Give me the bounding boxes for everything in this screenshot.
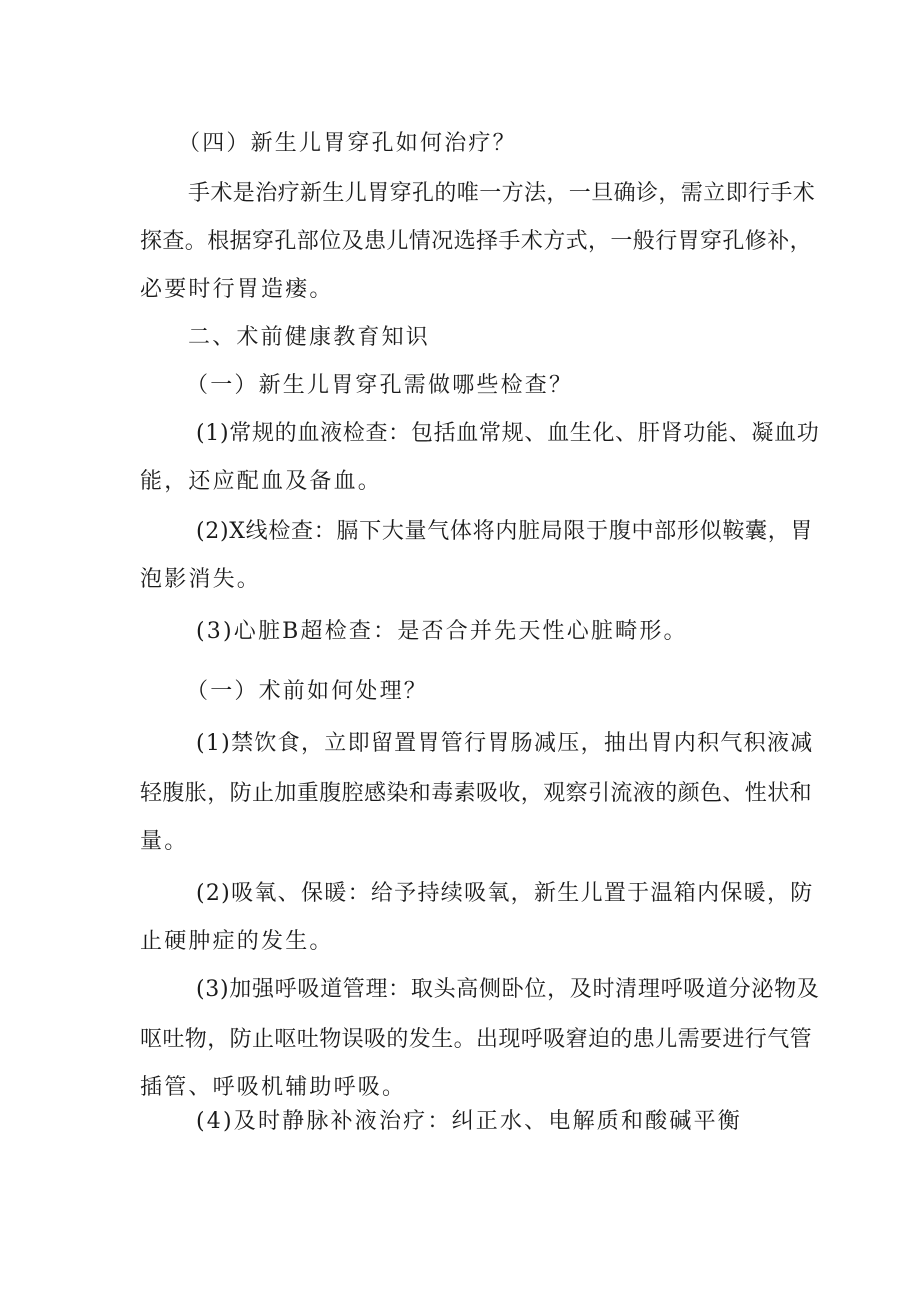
subheading-exams: （一）新生儿胃穿孔需做哪些检查？ [186, 373, 574, 398]
paragraph-line: (4)及时静脉补液治疗：纠正水、电解质和酸碱平衡 [196, 1109, 742, 1134]
paragraph-line: 手术是治疗新生儿胃穿孔的唯一方法，一旦确诊，需立即行手术 [188, 181, 816, 206]
section-heading: 二、术前健康教育知识 [188, 325, 431, 350]
paragraph-line: 必要时行胃造瘘。 [140, 277, 334, 302]
paragraph-line: 量。 [140, 829, 189, 854]
subheading-preop-handling: （一）术前如何处理？ [186, 679, 429, 704]
heading-how-to-treat: （四）新生儿胃穿孔如何治疗？ [178, 131, 517, 156]
paragraph-line: 呕吐物，防止呕吐物误吸的发生。出现呼吸窘迫的患儿需要进行气管 [140, 1027, 813, 1052]
paragraph-line: (1)禁饮食，立即留置胃管行胃肠减压，抽出胃内积气积液减 [196, 731, 814, 756]
paragraph-line: (3)心脏B超检查：是否合并先天性心脏畸形。 [196, 619, 688, 644]
paragraph-line: 探查。根据穿孔部位及患儿情况选择手术方式，一般行胃穿孔修补， [140, 229, 813, 254]
paragraph-line: 插管、呼吸机辅助呼吸。 [140, 1075, 407, 1100]
paragraph-line: 能，还应配血及备血。 [140, 469, 383, 494]
paragraph-line: (3)加强呼吸道管理：取头高侧卧位，及时清理呼吸道分泌物及 [196, 977, 820, 1002]
paragraph-line: 泡影消失。 [140, 567, 262, 592]
paragraph-line: (2)吸氧、保暖：给予持续吸氧，新生儿置于温箱内保暖，防 [196, 881, 814, 906]
paragraph-line: 轻腹胀，防止加重腹腔感染和毒素吸收，观察引流液的颜色、性状和 [140, 781, 813, 806]
paragraph-line: 止硬肿症的发生。 [140, 929, 334, 954]
paragraph-line: (2)X线检查：膈下大量气体将内脏局限于腹中部形似鞍囊，胃 [196, 519, 814, 544]
paragraph-line: (1)常规的血液检查：包括血常规、血生化、肝肾功能、凝血功 [196, 421, 820, 446]
